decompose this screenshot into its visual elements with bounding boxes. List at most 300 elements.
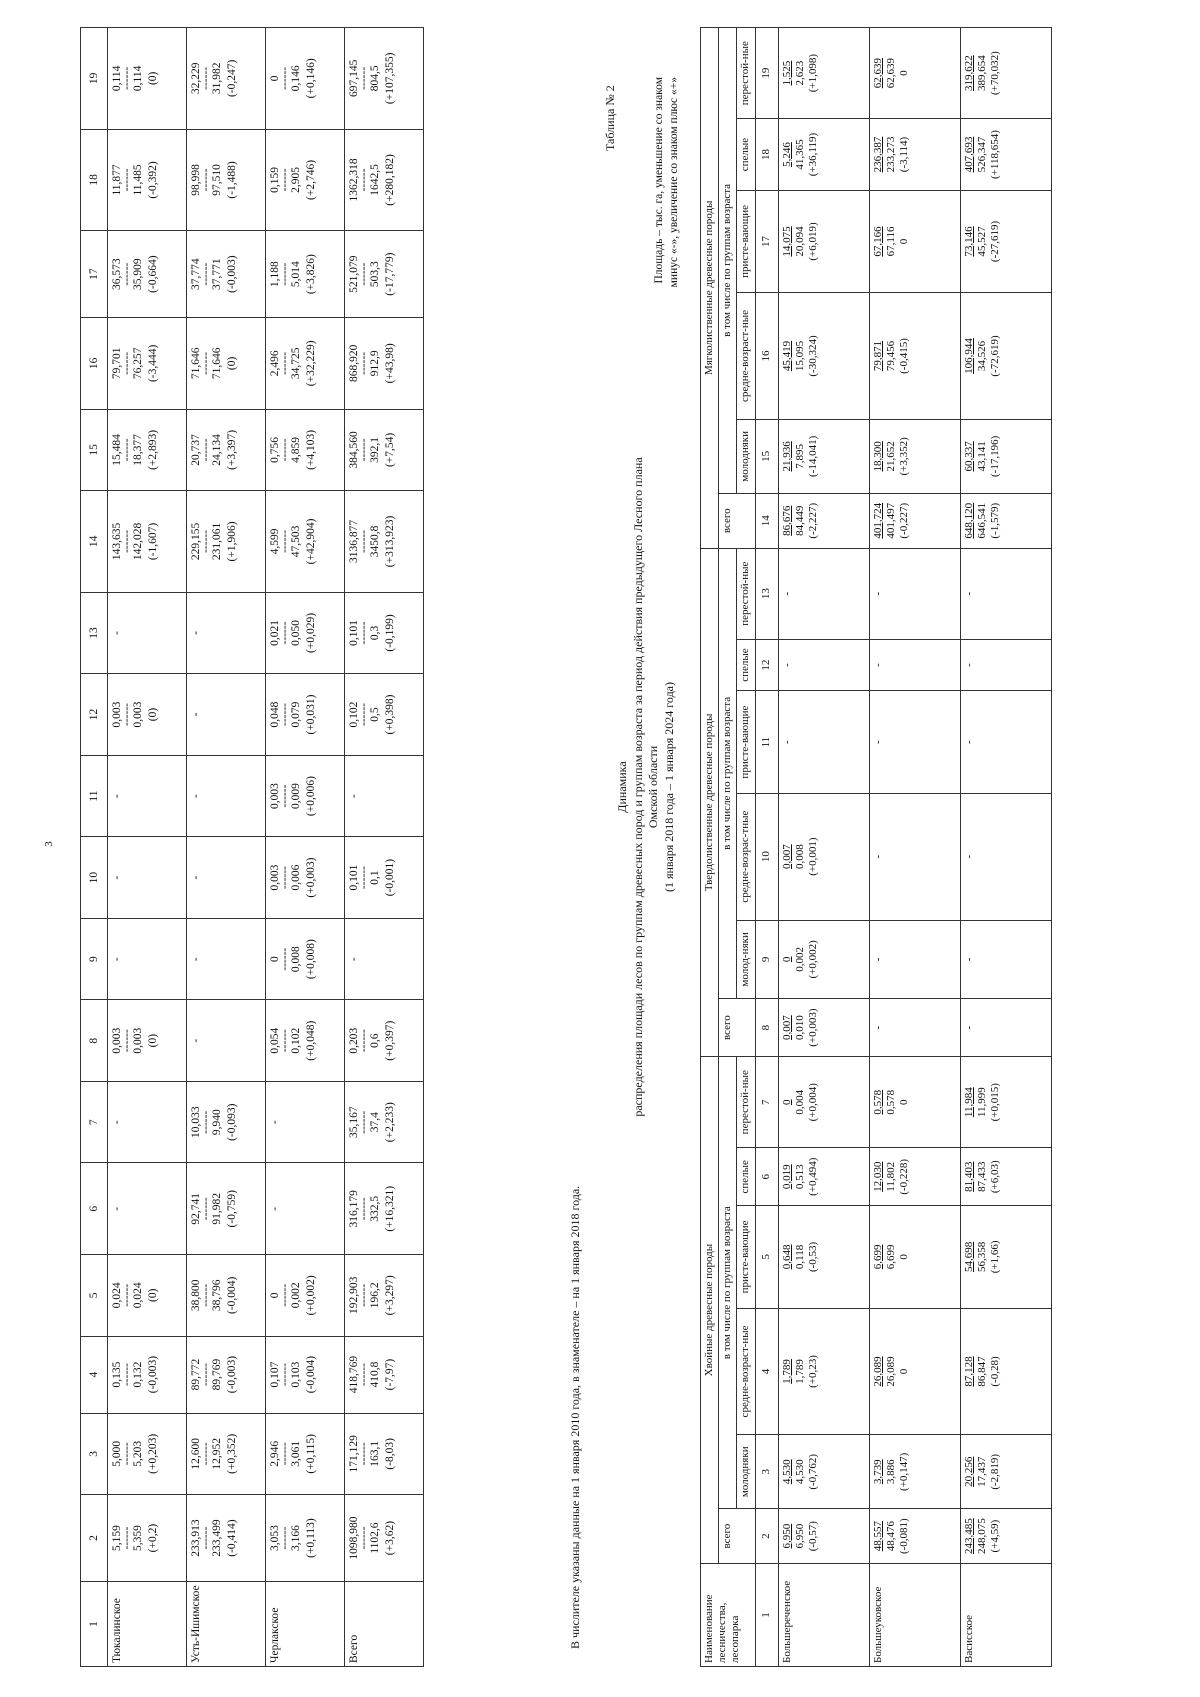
fraction-line: ------ [200, 262, 213, 286]
title-line-3: (1 января 2018 года – 1 января 2024 года) [661, 682, 676, 892]
table-cell [778, 1435, 869, 1509]
cell-change: (-0,28) [988, 1356, 1001, 1387]
cell-value-2010: - [962, 663, 975, 667]
cell-change: (+4,59) [988, 1519, 1001, 1553]
cell-change: 0 [897, 238, 910, 245]
cell-value-2010: 0,003 [269, 864, 281, 891]
cell-value-2018: 410,8 [369, 1361, 382, 1388]
cell-value-2018: 233,499 [211, 1519, 224, 1557]
table-cell [108, 28, 187, 130]
header-coniferous: Хвойные древесные породы [701, 1057, 719, 1564]
table-number: Таблица № 2 [603, 85, 617, 151]
table-cell [869, 1057, 960, 1148]
table-cell [108, 1081, 187, 1163]
fraction-line: ------ [358, 1029, 371, 1053]
table-cell [778, 1057, 869, 1148]
fraction-line: ------ [358, 621, 371, 645]
cell-change: (+0,008) [304, 939, 317, 980]
column-number-row [81, 28, 108, 1667]
table-cell [187, 491, 266, 593]
fraction-line: ------ [358, 438, 371, 462]
table-cell [869, 1148, 960, 1206]
cell-change: (-0,003) [146, 1355, 159, 1394]
cell-value-2018: 233,273 [884, 136, 897, 173]
cell-value-2018: 26,089 [884, 1356, 897, 1387]
cell-value-2010: - [111, 631, 123, 635]
cell-change: (+43,98) [383, 343, 396, 384]
fraction-line: ------ [121, 351, 134, 375]
cell-value-2010: 79,871 [871, 340, 884, 372]
fraction-line: ------ [121, 1029, 134, 1053]
cell-change: (+0,203) [146, 1433, 159, 1474]
cell-value-2018: 38,796 [211, 1279, 224, 1312]
cell-change: (-27,619) [988, 220, 1001, 263]
cell-value-2018: 4,530 [793, 1459, 806, 1485]
cell-value-2018: 0,6 [369, 1033, 382, 1048]
table-cell [108, 318, 187, 410]
table-cell [778, 793, 869, 920]
cell-change: (+36,119) [806, 132, 819, 177]
table-cell [960, 1509, 1051, 1564]
cell-change: (-0,093) [225, 1103, 238, 1141]
cell-value-2018: 34,725 [290, 347, 303, 380]
cell-value-2018: 0,118 [793, 1244, 806, 1270]
cell-value-2018: 2,623 [793, 60, 806, 86]
table-cell [960, 1435, 1051, 1509]
column-number: 16 [81, 318, 108, 410]
cell-value-2018: 401,497 [884, 502, 897, 539]
cell-value-2010: 11,984 [962, 1087, 975, 1118]
table-cell [108, 592, 187, 674]
cell-value-2018: 5,014 [290, 261, 303, 288]
cell-value-2010: 0,019 [780, 1164, 793, 1190]
column-number: 2 [81, 1495, 108, 1582]
fraction-line: ------ [358, 66, 371, 90]
units-line-1: Площадь – тыс. га, уменьшение со знаком [653, 77, 665, 284]
cell-change: (+3,352) [897, 437, 910, 476]
table-cell [266, 755, 345, 837]
fraction-line: ------ [358, 168, 371, 192]
cell-value-2010: 3136,877 [348, 519, 360, 563]
fraction-line: ------ [279, 784, 292, 808]
table-cell [960, 1148, 1051, 1206]
fraction-line: ------ [279, 1526, 292, 1550]
cell-value-2010: 521,079 [348, 255, 360, 293]
header-mature: спелые [737, 639, 755, 691]
cell-change: (+3,297) [383, 1275, 396, 1316]
header-name: Наименование лесничества, лесопарка [701, 1564, 756, 1667]
cell-value-2010: - [348, 794, 360, 798]
cell-value-2018: 56,358 [975, 1241, 988, 1273]
cell-value-2010: 106,944 [962, 338, 975, 374]
table-title [615, 437, 677, 1137]
table-cell [266, 1000, 345, 1082]
cell-change: (-0,414) [225, 1519, 238, 1557]
column-number: 14 [81, 491, 108, 593]
cell-value-2010: 0 [780, 956, 793, 963]
table-cell [108, 1255, 187, 1337]
cell-value-2018: 45,527 [975, 226, 988, 257]
cell-value-2010: - [190, 712, 202, 717]
table-cell [960, 419, 1051, 493]
cell-value-2018: 1102,6 [369, 1522, 382, 1554]
cell-change: 0 [897, 70, 910, 76]
cell-change: (-0,664) [146, 255, 159, 293]
table-cell [345, 755, 424, 837]
table-cell [778, 548, 869, 639]
cell-value-2010: 26,089 [871, 1356, 884, 1387]
column-number: 19 [755, 28, 778, 119]
cell-value-2010: 0 [269, 75, 281, 82]
cell-value-2010: 384,560 [348, 431, 360, 469]
table-cell [960, 793, 1051, 920]
table-cell [960, 28, 1051, 119]
cell-value-2010: 60,337 [962, 441, 975, 472]
cell-value-2010: 0,102 [348, 701, 360, 728]
fraction-line: ------ [200, 66, 213, 90]
cell-value-2018: 37,771 [211, 258, 224, 290]
table-cell [869, 1206, 960, 1308]
cell-value-2010: 36,573 [111, 258, 123, 290]
cell-change: (+1,098) [806, 54, 819, 93]
fraction-line: ------ [358, 1197, 371, 1221]
fraction-line: ------ [200, 1197, 213, 1221]
table-cell [266, 28, 345, 130]
cell-change: (+0,113) [304, 1518, 317, 1558]
cell-change: (-0,081) [897, 1518, 910, 1555]
cell-value-2010: 45,419 [780, 340, 793, 372]
table-cell [187, 1081, 266, 1163]
fraction-line: ------ [279, 438, 292, 462]
fraction-line: ------ [279, 168, 292, 192]
table-cell [345, 674, 424, 756]
cell-value-2010: 1098,980 [348, 1516, 360, 1560]
fraction-line: ------ [200, 1442, 213, 1466]
cell-value-2018: 41,365 [793, 139, 806, 170]
table-cell [345, 1081, 424, 1163]
table-cell [960, 920, 1051, 999]
cell-value-2010: - [871, 740, 884, 744]
cell-value-2018: 18,377 [132, 434, 145, 466]
cell-change: (0) [146, 71, 159, 86]
table-cell [778, 293, 869, 420]
cell-change: (-0,53) [806, 1241, 819, 1273]
cell-value-2010: 0,159 [269, 166, 281, 193]
cell-value-2010: 4,599 [269, 528, 281, 555]
table-cell [187, 837, 266, 919]
table-cell [187, 1413, 266, 1495]
cell-value-2018: 912,9 [369, 350, 382, 377]
cell-value-2018: 5,203 [132, 1440, 145, 1467]
cell-value-2018: 3,166 [290, 1525, 303, 1551]
cell-value-2010: - [780, 740, 793, 744]
cell-change: (+0,494) [806, 1157, 819, 1196]
header-middle-aged: средне-возраст-ные [737, 1308, 755, 1435]
units-line-2: минус «-», увеличение со знаком плюс «+» [667, 77, 680, 288]
fraction-line: ------ [279, 1283, 292, 1307]
table-cell [345, 129, 424, 231]
cell-value-2018: 142,028 [132, 522, 145, 561]
fraction-line: ------ [200, 351, 213, 375]
header-mature: спелые [737, 119, 755, 191]
cell-value-2010: - [269, 1120, 281, 1125]
header-maturing: присте-вающие [737, 1206, 755, 1308]
cell-value-2018: 0,009 [290, 783, 303, 809]
cell-value-2018: 79,456 [884, 340, 897, 372]
cell-change: (+16,321) [383, 1185, 396, 1232]
column-number: 2 [755, 1509, 778, 1564]
cell-change: (+0,146) [304, 58, 317, 99]
cell-value-2010: 48,557 [871, 1521, 884, 1552]
cell-change: (0) [146, 707, 159, 722]
cell-value-2018: 17,437 [975, 1456, 988, 1487]
table-cell [345, 1255, 424, 1337]
fraction-line: ------ [121, 1442, 134, 1466]
cell-change: (-14,041) [806, 435, 819, 477]
cell-value-2010: 18,300 [871, 441, 884, 472]
table-cell [778, 493, 869, 548]
cell-value-2018: 11,802 [884, 1161, 897, 1192]
cell-value-2010: 0,021 [269, 620, 281, 646]
table-cell [187, 755, 266, 837]
table-cell [869, 548, 960, 639]
table-cell [266, 129, 345, 231]
cell-change: (-0,759) [225, 1190, 238, 1228]
cell-value-2018: 37,4 [369, 1112, 382, 1133]
fraction-line: ------ [121, 262, 134, 286]
column-number: 17 [81, 231, 108, 318]
cell-value-2010: 0,024 [111, 1282, 123, 1309]
cell-change: (+0,397) [383, 1020, 396, 1061]
cell-value-2018: 86,847 [975, 1356, 988, 1387]
header-middle-aged: средне-возраст-ные [737, 293, 755, 420]
cell-value-2010: - [871, 957, 884, 962]
table-cell [960, 119, 1051, 191]
cell-change: (+107,355) [383, 52, 396, 105]
cell-value-2010: 192,903 [348, 1276, 360, 1314]
table-cell [187, 1255, 266, 1337]
cell-value-2018: 248,075 [975, 1518, 988, 1555]
table-cell [960, 691, 1051, 793]
row-name: Васисское [960, 1564, 1051, 1667]
fraction-line: ------ [121, 1283, 134, 1307]
fraction-line: ------ [121, 703, 134, 726]
cell-value-2010: 67,166 [871, 226, 884, 257]
cell-change: (-7,97) [383, 1358, 396, 1391]
cell-value-2010: - [962, 591, 975, 596]
fraction-line: ------ [279, 866, 292, 890]
column-number: 11 [81, 755, 108, 837]
cell-value-2018: 6,699 [884, 1244, 897, 1270]
table-cell [869, 639, 960, 691]
table-row [187, 28, 266, 1667]
header-softwood: Мягколиственные древесные породы [701, 28, 719, 549]
cell-change: (-2,227) [806, 502, 819, 539]
cell-value-2010: - [190, 957, 202, 962]
table-cell [187, 674, 266, 756]
fraction-line: ------ [121, 66, 134, 90]
cell-change: (-17,196) [988, 435, 1001, 477]
table-cell [108, 1000, 187, 1082]
table-cell [187, 231, 266, 318]
cell-value-2018: 6,950 [793, 1523, 806, 1549]
cell-change: (+3,826) [304, 254, 317, 295]
title-line-1: Динамика [615, 761, 629, 813]
table-row [869, 28, 960, 1667]
table-cell [108, 674, 187, 756]
table-cell [266, 318, 345, 410]
cell-value-2018: 11,999 [975, 1087, 988, 1118]
table-cell [778, 999, 869, 1057]
cell-value-2018: 0,003 [132, 701, 145, 728]
cell-value-2010: 1,188 [269, 261, 281, 288]
table-cell [266, 1336, 345, 1413]
cell-value-2018: 20,094 [793, 226, 806, 257]
cell-value-2010: 15,484 [111, 434, 123, 466]
cell-change: (+0,115) [304, 1434, 317, 1474]
table-cell [869, 1435, 960, 1509]
column-number: 8 [755, 999, 778, 1057]
cell-change: (-0,003) [225, 1355, 238, 1394]
table-cell [778, 1148, 869, 1206]
cell-value-2010: 11,877 [111, 164, 123, 196]
column-number: 4 [81, 1336, 108, 1413]
row-name: Большеуковское [869, 1564, 960, 1667]
cell-value-2018: 84,449 [793, 505, 806, 536]
cell-value-2010: 0,003 [111, 1027, 123, 1054]
header-maturing: присте-вающие [737, 691, 755, 793]
header-middle-aged: средне-возрас-тные [737, 793, 755, 920]
cell-value-2018: 3,886 [884, 1459, 897, 1485]
table-cell [778, 1206, 869, 1308]
cell-value-2018: 389,654 [975, 55, 988, 92]
cell-value-2010: 0 [780, 1099, 793, 1105]
header-maturing: присте-вающие [737, 190, 755, 292]
cell-value-2010: 37,774 [190, 258, 202, 290]
cell-value-2010: 4,530 [780, 1459, 793, 1485]
cell-change: (-72,619) [988, 335, 1001, 377]
cell-value-2018: 47,503 [290, 525, 303, 558]
fraction-line: ------ [358, 703, 371, 726]
header-total: всего [719, 1509, 755, 1564]
cell-value-2010: 0,135 [111, 1361, 123, 1388]
cell-value-2010: 0,054 [269, 1027, 281, 1054]
table-cell [778, 920, 869, 999]
cell-value-2010: - [780, 591, 793, 596]
table-cell [187, 129, 266, 231]
cell-value-2010: 81,403 [962, 1161, 975, 1192]
cell-value-2010: - [190, 794, 202, 798]
cell-change: (+2,233) [383, 1102, 396, 1143]
cell-value-2010: - [871, 591, 884, 596]
table-cell [108, 129, 187, 231]
cell-value-2018: 0,050 [290, 620, 303, 646]
table-cell [266, 1081, 345, 1163]
cell-change: (0) [225, 356, 238, 371]
cell-value-2010: 20,737 [190, 434, 202, 466]
table-continuation [80, 27, 424, 1667]
fraction-line: ------ [279, 1029, 292, 1053]
cell-value-2010: 0,007 [780, 844, 793, 870]
table-cell [778, 419, 869, 493]
column-number: 8 [81, 1000, 108, 1082]
fraction-line: ------ [358, 351, 371, 375]
cell-value-2018: 0,010 [793, 1015, 806, 1041]
cell-change: (+0,2) [146, 1523, 159, 1553]
cell-value-2010: - [871, 854, 884, 859]
cell-value-2018: 0,1 [369, 870, 382, 885]
cell-value-2018: 0,578 [884, 1089, 897, 1115]
row-name: Всего [345, 1582, 424, 1667]
header-hardwood: Твердолиственные древесные породы [701, 548, 719, 1057]
table-cell [108, 409, 187, 491]
cell-change: (-0,57) [806, 1521, 819, 1552]
cell-value-2018: 3450,8 [369, 525, 382, 558]
column-number: 17 [755, 190, 778, 292]
cell-value-2010: 14,075 [780, 226, 793, 257]
cell-value-2018: 12,952 [211, 1438, 224, 1470]
column-number: 12 [81, 674, 108, 756]
table-cell [266, 409, 345, 491]
table-cell [778, 119, 869, 191]
cell-value-2010: 648,120 [962, 502, 975, 539]
cell-value-2010: 1362,318 [348, 158, 360, 202]
fraction-line: ------ [121, 1526, 134, 1550]
table-cell [108, 755, 187, 837]
column-number: 19 [81, 28, 108, 130]
column-number: 6 [755, 1148, 778, 1206]
cell-change: (-2,819) [988, 1453, 1001, 1490]
cell-value-2018: 332,5 [369, 1195, 382, 1222]
cell-value-2010: 21,936 [780, 441, 793, 472]
cell-value-2018: 0,002 [290, 1282, 303, 1309]
cell-value-2018: 43,141 [975, 441, 988, 472]
cell-value-2010: 401,724 [871, 502, 884, 539]
table-row [960, 28, 1051, 1667]
table-cell [960, 190, 1051, 292]
cell-value-2018: 0,103 [290, 1361, 303, 1388]
cell-value-2018: 0,024 [132, 1282, 145, 1309]
cell-value-2010: 5,246 [780, 142, 793, 167]
table-cell [266, 1495, 345, 1582]
cell-change: (-0,228) [897, 1158, 910, 1195]
fraction-line: ------ [279, 703, 292, 726]
cell-value-2010: - [190, 875, 202, 880]
column-number: 3 [755, 1435, 778, 1509]
cell-value-2018: 24,134 [211, 434, 224, 466]
column-number: 18 [755, 119, 778, 191]
cell-value-2010: 5,159 [111, 1525, 123, 1551]
fraction-line: ------ [200, 1110, 213, 1134]
cell-value-2018: 34,526 [975, 340, 988, 372]
page-number: 3 [42, 841, 55, 847]
cell-change: (+6,019) [806, 222, 819, 261]
table-cell [187, 1495, 266, 1582]
cell-value-2018: 196,2 [369, 1282, 382, 1309]
cell-change: (-0,392) [146, 161, 159, 199]
table-cell [345, 28, 424, 130]
cell-value-2010: - [111, 875, 123, 880]
cell-change: (-0,199) [383, 614, 396, 652]
table-cell [266, 1255, 345, 1337]
fraction-line: ------ [358, 529, 371, 553]
table-cell [187, 409, 266, 491]
cell-value-2010: - [780, 663, 793, 667]
cell-value-2010: 98,998 [190, 164, 202, 196]
cell-value-2018: 0,114 [132, 65, 145, 92]
column-number: 1 [755, 1564, 778, 1667]
cell-change: (-1,607) [146, 522, 159, 561]
